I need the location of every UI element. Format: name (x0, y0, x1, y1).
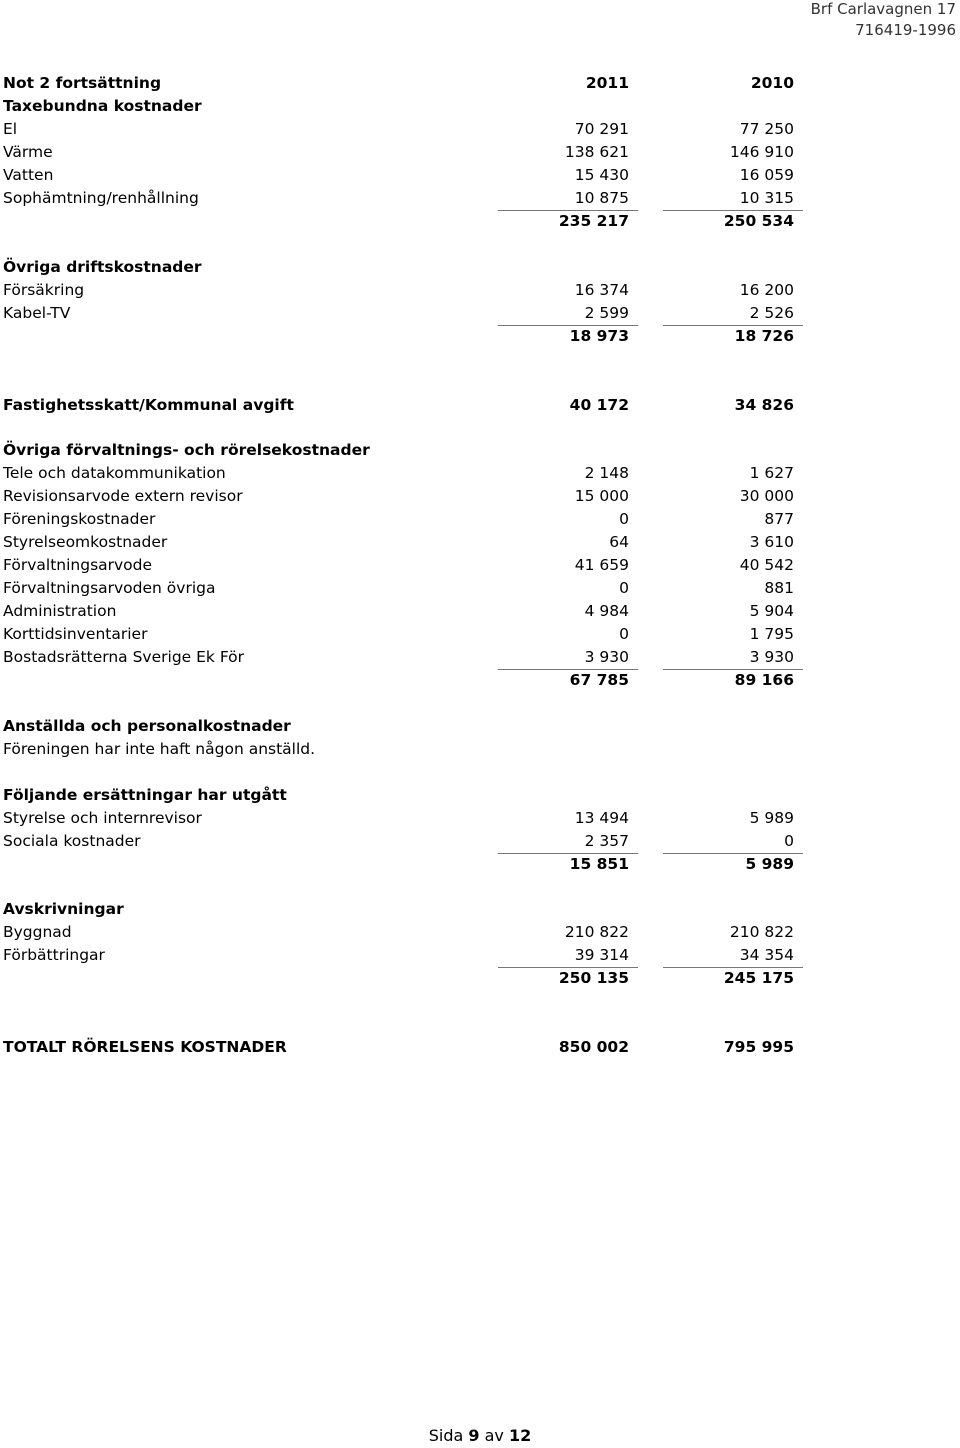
row-label: Vatten (3, 166, 54, 184)
table-row (0, 600, 960, 623)
section-heading-ersattningar (0, 784, 960, 807)
subtotal-row (0, 325, 960, 348)
subtotal-2011: 18 973 (569, 327, 629, 345)
subtotal-2010: 5 989 (745, 855, 794, 873)
row-label: Värme (3, 143, 53, 161)
value-2010: 3 930 (749, 648, 794, 666)
value-2011: 4 984 (584, 602, 629, 620)
value-2010: 0 (784, 832, 794, 850)
of-word: av (484, 1426, 504, 1445)
table-row (0, 577, 960, 600)
row-label: Sophämtning/renhållning (3, 189, 199, 207)
subtotal-2011: 235 217 (558, 212, 629, 230)
table-row (0, 462, 960, 485)
value-2010: 1 627 (749, 464, 794, 482)
table-row (0, 118, 960, 141)
value-2010: 10 315 (739, 189, 794, 207)
subtotal-2010: 250 534 (723, 212, 794, 230)
row-label: Förvaltningsarvode (3, 556, 153, 574)
section-heading-drift (0, 256, 960, 279)
value-2011: 40 172 (569, 396, 629, 414)
row-label: Fastighetsskatt/Kommunal avgift (3, 396, 294, 414)
grand-total-row (0, 1036, 960, 1059)
value-2011: 13 494 (574, 809, 629, 827)
value-2010: 881 (764, 579, 794, 597)
table-row (0, 485, 960, 508)
value-2011: 138 621 (564, 143, 629, 161)
anstallda-text-row (0, 738, 960, 761)
subtotal-2011: 67 785 (569, 671, 629, 689)
page-number: 9 (468, 1426, 480, 1445)
value-2010: 5 904 (749, 602, 794, 620)
note-title: Not 2 fortsättning (3, 74, 162, 92)
fastighetsskatt-row (0, 394, 960, 417)
value-2011: 15 430 (574, 166, 629, 184)
value-2010: 146 910 (729, 143, 794, 161)
value-2011: 0 (619, 625, 629, 643)
table-row (0, 141, 960, 164)
subtotal-row (0, 853, 960, 876)
table-row (0, 531, 960, 554)
value-2011: 0 (619, 579, 629, 597)
value-2011: 16 374 (574, 281, 629, 299)
subtotal-2011: 15 851 (569, 855, 629, 873)
table-row (0, 302, 960, 325)
section-heading-taxebundna (0, 95, 960, 118)
row-label: Revisionsarvode extern revisor (3, 487, 243, 505)
body-text: Föreningen har inte haft någon anställd. (3, 740, 316, 758)
grand-total-2010: 795 995 (723, 1038, 794, 1056)
page-footer (0, 1424, 960, 1448)
subtotal-2011: 250 135 (558, 969, 629, 987)
row-label: Kabel-TV (3, 304, 71, 322)
row-label: El (3, 120, 18, 138)
table-row (0, 623, 960, 646)
row-label: Bostadsrätterna Sverige Ek För (3, 648, 245, 666)
value-2010: 34 354 (739, 946, 794, 964)
value-2010: 16 200 (739, 281, 794, 299)
value-2011: 210 822 (564, 923, 629, 941)
value-2011: 15 000 (574, 487, 629, 505)
value-2011: 2 148 (584, 464, 629, 482)
row-label: Sociala kostnader (3, 832, 141, 850)
value-2011: 0 (619, 510, 629, 528)
value-2011: 64 (609, 533, 629, 551)
row-label: Styrelse och internrevisor (3, 809, 202, 827)
row-label: Tele och datakommunikation (3, 464, 226, 482)
table-row (0, 830, 960, 853)
subtotal-row (0, 669, 960, 692)
value-2011: 39 314 (574, 946, 629, 964)
value-2011: 70 291 (574, 120, 629, 138)
page-total: 12 (509, 1426, 532, 1445)
row-label: Förbättringar (3, 946, 105, 964)
subtotal-2010: 18 726 (734, 327, 794, 345)
section-heading: Övriga förvaltnings- och rörelsekostnader (3, 441, 370, 459)
organization-number: 716419-1996 (855, 21, 956, 39)
row-label: Styrelseomkostnader (3, 533, 168, 551)
table-row (0, 187, 960, 210)
value-2010: 34 826 (734, 396, 794, 414)
value-2010: 40 542 (739, 556, 794, 574)
table-row (0, 944, 960, 967)
value-2010: 30 000 (739, 487, 794, 505)
value-2010: 3 610 (749, 533, 794, 551)
year-2010-header: 2010 (750, 74, 794, 92)
grand-total-2011: 850 002 (558, 1038, 629, 1056)
section-heading: Övriga driftskostnader (3, 258, 202, 276)
value-2010: 2 526 (749, 304, 794, 322)
section-heading-forvaltning (0, 439, 960, 462)
row-label: Korttidsinventarier (3, 625, 148, 643)
value-2010: 877 (764, 510, 794, 528)
value-2011: 41 659 (574, 556, 629, 574)
row-label: Föreningskostnader (3, 510, 156, 528)
value-2010: 5 989 (749, 809, 794, 827)
table-row (0, 508, 960, 531)
value-2010: 1 795 (749, 625, 794, 643)
organization-name: Brf Carlavagnen 17 (810, 0, 956, 18)
table-row (0, 807, 960, 830)
section-heading: Följande ersättningar har utgått (3, 786, 287, 804)
table-row (0, 554, 960, 577)
value-2011: 3 930 (584, 648, 629, 666)
table-row (0, 164, 960, 187)
page-word: Sida (428, 1426, 464, 1445)
table-row (0, 279, 960, 302)
section-heading: Avskrivningar (3, 900, 124, 918)
value-2010: 77 250 (739, 120, 794, 138)
section-heading-avskrivningar (0, 898, 960, 921)
section-heading: Anställda och personalkostnader (3, 717, 291, 735)
value-2011: 2 599 (584, 304, 629, 322)
year-2011-header: 2011 (585, 74, 629, 92)
table-row (0, 921, 960, 944)
row-label: Förvaltningsarvoden övriga (3, 579, 216, 597)
row-label: Administration (3, 602, 117, 620)
value-2010: 16 059 (739, 166, 794, 184)
value-2010: 210 822 (729, 923, 794, 941)
value-2011: 2 357 (584, 832, 629, 850)
row-label: Försäkring (3, 281, 85, 299)
subtotal-2010: 245 175 (723, 969, 794, 987)
value-2011: 10 875 (574, 189, 629, 207)
section-heading-anstallda (0, 715, 960, 738)
table-row (0, 646, 960, 669)
section-heading: Taxebundna kostnader (3, 97, 202, 115)
subtotal-2010: 89 166 (734, 671, 794, 689)
subtotal-row (0, 210, 960, 233)
note-title-row (0, 72, 960, 95)
subtotal-row (0, 967, 960, 990)
row-label: Byggnad (3, 923, 72, 941)
grand-total-label: TOTALT RÖRELSENS KOSTNADER (3, 1038, 287, 1056)
